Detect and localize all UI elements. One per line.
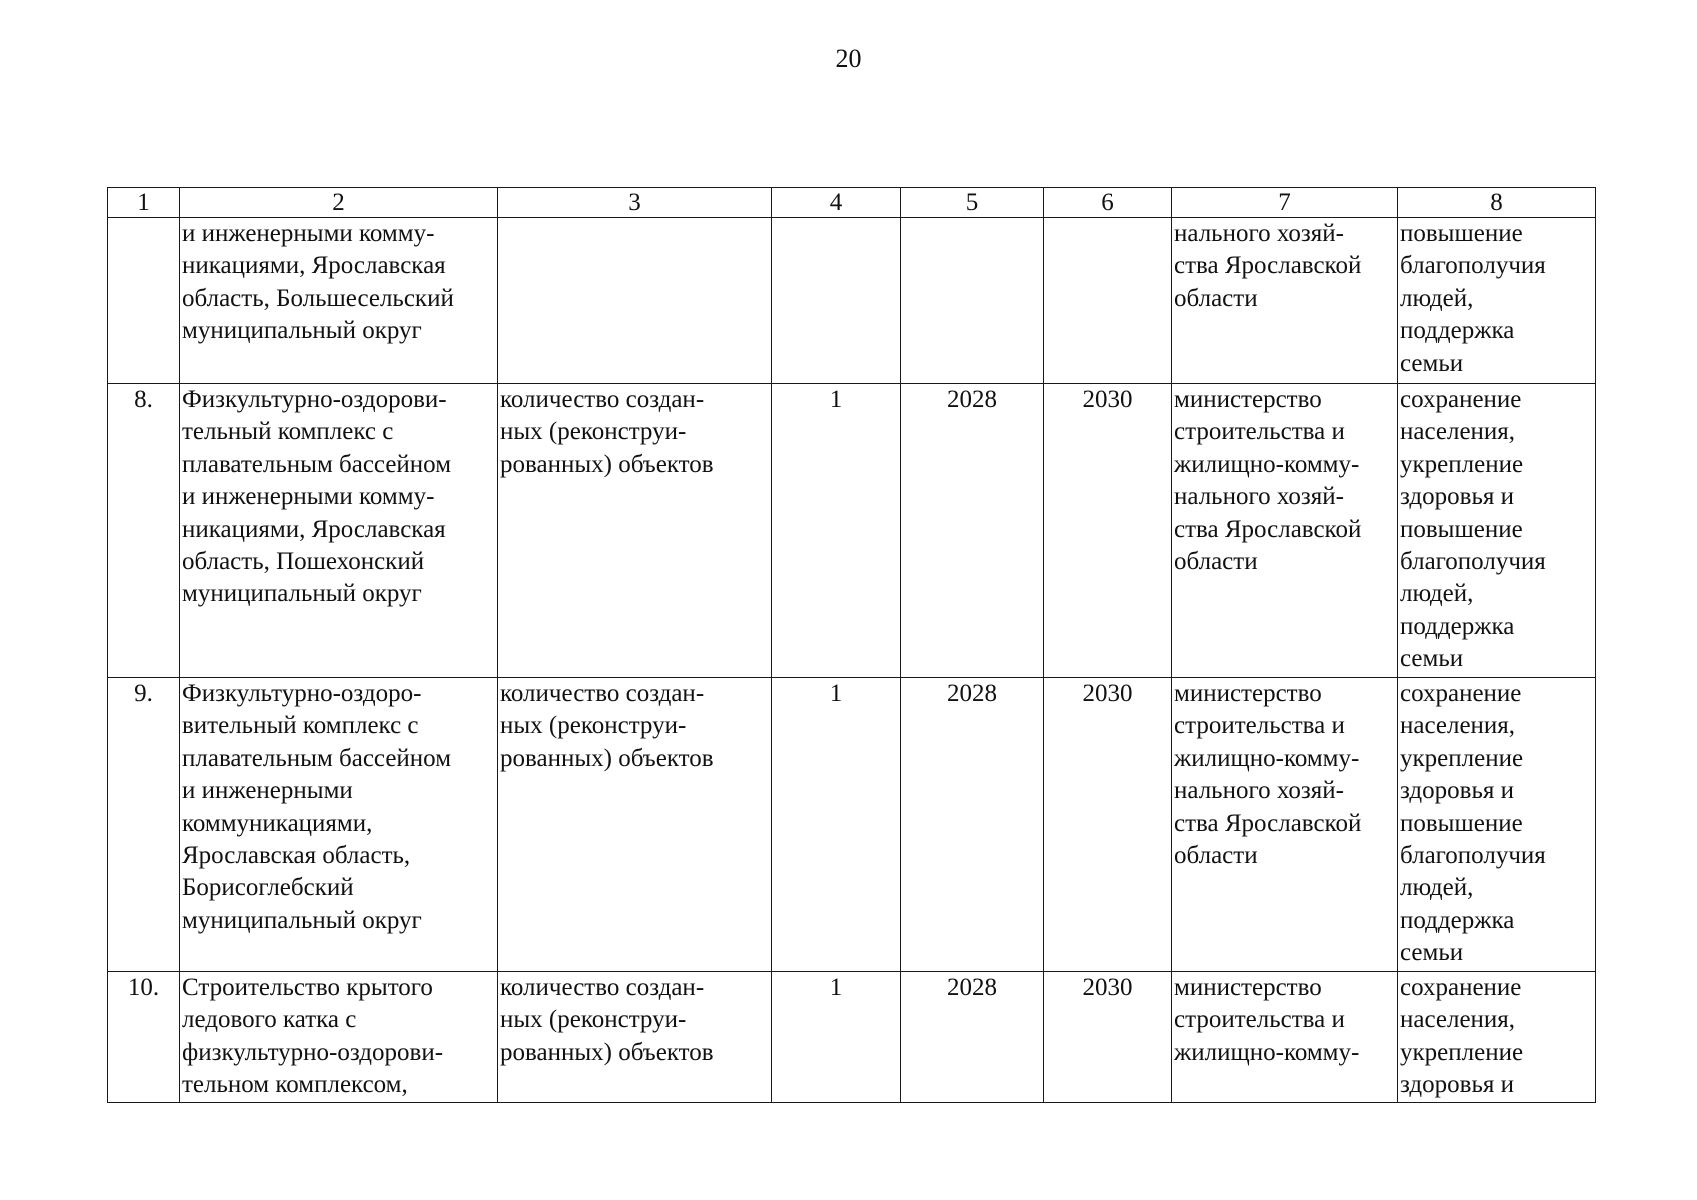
object-name: Физкультурно-оздорови- тельный комплекс с плавательным бассейном и инженерными комму- никациями, Ярославская область, Пошехонский муниципальный округ [180,384,498,678]
row-number: 10. [108,972,180,1103]
indicator-value: 1 [772,972,901,1103]
table-row [108,678,1596,972]
header-col-8: 8 [1398,188,1596,218]
national-goal: сохранение населения, укрепление здоровья и повышение благополучия людей, поддержка семьи [1398,384,1596,678]
table-row [108,384,1596,678]
header-col-2: 2 [180,188,498,218]
responsible-authority: министерство строительства и жилищно-комму- нального хозяй- ства Ярославской области [1172,678,1398,972]
indicator-name: количество создан- ных (реконструи- рованных) объектов [498,384,772,678]
indicator-value [772,218,901,384]
object-name: и инженерными комму- никациями, Ярославская область, Большесельский муниципальный округ [180,218,498,384]
indicator-name [498,218,772,384]
responsible-authority: министерство строительства и жилищно-комму- нального хозяй- ства Ярославской области [1172,384,1398,678]
row-number [108,218,180,384]
object-name: Физкультурно-оздоро- вительный комплекс с плавательным бассейном и инженерными коммуникациями, Ярославская область, Борисоглебский муниципальный округ [180,678,498,972]
table-row [108,972,1596,1103]
row-number: 8. [108,384,180,678]
responsible-authority: министерство строительства и жилищно-комму- [1172,972,1398,1103]
national-goal: сохранение населения, укрепление здоровья и [1398,972,1596,1103]
end-year: 2030 [1044,972,1172,1103]
start-year [901,218,1044,384]
start-year: 2028 [901,678,1044,972]
table-body [108,218,1596,1103]
indicator-name: количество создан- ных (реконструи- рованных) объектов [498,972,772,1103]
page-number: 20 [835,44,862,73]
header-col-1: 1 [108,188,180,218]
end-year: 2030 [1044,384,1172,678]
end-year [1044,218,1172,384]
document-table [107,187,1596,1103]
indicator-value: 1 [772,678,901,972]
table-row [108,218,1596,384]
table-header [108,188,1596,218]
header-col-3: 3 [498,188,772,218]
indicator-value: 1 [772,384,901,678]
national-goal: повышение благополучия людей, поддержка семьи [1398,218,1596,384]
object-name: Строительство крытого ледового катка с физкультурно-оздорови- тельном комплексом, [180,972,498,1103]
header-col-6: 6 [1044,188,1172,218]
indicator-name: количество создан- ных (реконструи- рованных) объектов [498,678,772,972]
end-year: 2030 [1044,678,1172,972]
header-col-5: 5 [901,188,1044,218]
start-year: 2028 [901,384,1044,678]
row-number: 9. [108,678,180,972]
header-col-7: 7 [1172,188,1398,218]
header-row [108,188,1596,218]
start-year: 2028 [901,972,1044,1103]
national-goal: сохранение населения, укрепление здоровья и повышение благополучия людей, поддержка семьи [1398,678,1596,972]
responsible-authority: нального хозяй- ства Ярославской области [1172,218,1398,384]
header-col-4: 4 [772,188,901,218]
